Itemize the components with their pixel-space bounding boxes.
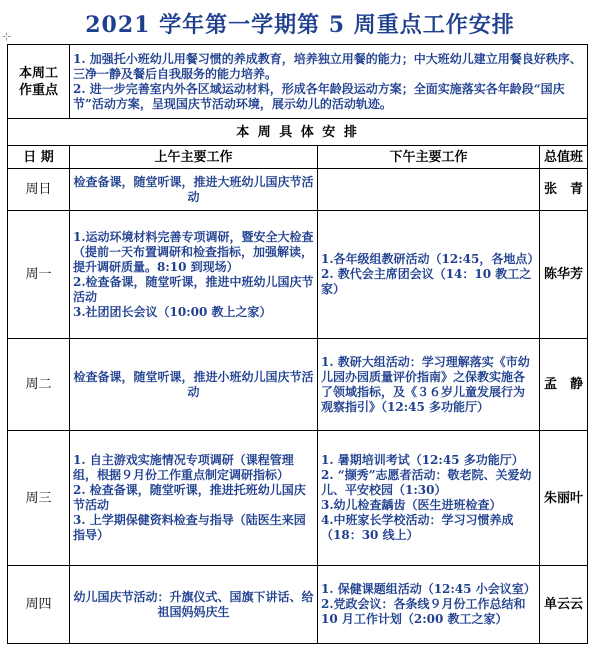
am-item: 2. 检查备课，随堂听课，推进托班幼儿国庆节活动 [73,483,306,512]
am-cell [70,169,318,211]
am-item: 检查备课，随堂听课，推进大班幼儿国庆节活动 [73,174,314,204]
focus-row [8,45,588,119]
am-cell [70,211,318,339]
header-am: 上午主要工作 [70,146,318,169]
day-cell: 周日 [8,169,70,211]
header-duty: 总值班 [540,146,588,169]
section-row [8,119,588,146]
pm-item: 2.党政会议：各条线９月份工作总结和 10 月工作计划（2:00 教工之家） [321,597,526,626]
am-cell [70,566,318,644]
pm-item: 1. 教研大组活动：学习理解落实《市幼儿园办园质量评价指南》之保教实施各了领域指标，及《３６岁儿童发展行为观察指引》（12:45 多功能厅） [321,354,530,414]
focus-line-2: 2. 进一步完善室内外各区域运动材料，形成各年龄段运动方案；全面实施落实各年龄段“国庆节”活动方案，呈现国庆节活动环境，展示幼儿的活动轨迹。 [73,81,565,111]
table-row [8,566,588,644]
focus-content [70,45,588,119]
am-cell [70,339,318,431]
am-item: 幼儿国庆节活动：升旗仪式、国旗下讲话、给祖国妈妈庆生 [73,589,314,619]
duty-cell: 张 青 [540,169,588,211]
day-cell: 周四 [8,566,70,644]
pm-item: 2. “撷秀”志愿者活动：敬老院、关爱幼儿、平安校园（1:30） [321,468,532,497]
am-cell [70,431,318,566]
table-row [8,169,588,211]
header-pm: 下午主要工作 [318,146,540,169]
day-cell: 周三 [8,431,70,566]
header-row [8,146,588,169]
pm-item: 3.幼儿检查龋齿（医生进班检查） [321,498,502,512]
pm-item: 1.各年级组教研活动（12:45，各地点） [321,252,540,266]
pm-item: 1. 暑期培训考试（12:45 多功能厅） [321,453,524,467]
am-item: 3.社团团长会议（10:00 教上之家） [73,304,272,319]
focus-line-1: 1. 加强托小班幼儿用餐习惯的养成教育，培养独立用餐的能力；中大班幼儿建立用餐良好秩序、三净一静及餐后自我服务的能力培养。 [73,51,582,81]
table-row [8,431,588,566]
pm-cell [318,211,540,339]
am-item: 3. 上学期保健资料检查与指导（陆医生来园指导） [73,513,306,542]
table-row [8,211,588,339]
table-row [8,339,588,431]
pm-cell [318,339,540,431]
section-title: 本 周 具 体 安 排 [8,119,588,146]
page-title: 2021 学年第一学期第 5 周重点工作安排 [85,12,515,38]
day-cell: 周二 [8,339,70,431]
am-item: 1. 自主游戏实施情况专项调研（课程管理组，根据９月份工作重点制定调研指标） [73,453,294,482]
duty-cell: 孟 静 [540,339,588,431]
move-handle-icon[interactable]: ⊹ [2,30,12,43]
am-item: 1.运动环境材料完善专项调研，暨安全大检查（提前一天布置调研和检查指标，加强解读，提升调研质量。8:10 到现场） [73,229,314,274]
am-item: 检查备课，随堂听课，推进小班幼儿国庆节活动 [73,369,314,399]
focus-label: 本周工作重点 [8,45,70,119]
pm-cell [318,566,540,644]
pm-item: 4.中班家长学校活动：学习习惯养成（18：30 线上） [321,513,514,542]
pm-item: 1. 保健课题组活动（12:45 小会议室） [321,582,536,596]
pm-item: 2. 教代会主席团会议（14：10 教工之家） [321,267,532,296]
duty-cell: 朱丽叶 [540,431,588,566]
pm-cell [318,431,540,566]
duty-cell: 单云云 [540,566,588,644]
schedule-table [7,44,588,644]
header-day: 日 期 [8,146,70,169]
day-cell: 周一 [8,211,70,339]
pm-cell [318,169,540,211]
duty-cell: 陈华芳 [540,211,588,339]
am-item: 2.检查备课，随堂听课，推进中班幼儿国庆节活动 [73,274,314,304]
